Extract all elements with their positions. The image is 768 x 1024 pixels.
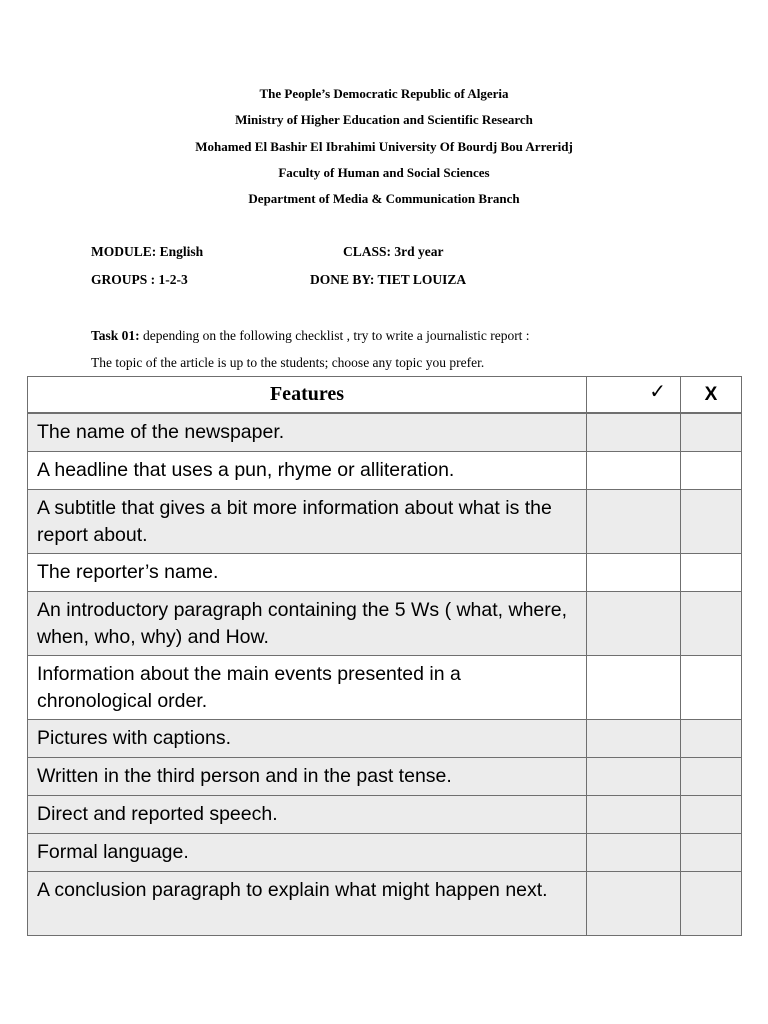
cross-cell[interactable]	[681, 490, 742, 554]
check-cell[interactable]	[587, 554, 681, 592]
feature-subtitle: A subtitle that gives a bit more information about what is the report about.	[28, 490, 587, 554]
feature-third-person-past-tense: Written in the third person and in the past tense.	[28, 758, 587, 796]
table-row	[28, 758, 742, 796]
features-checklist-table	[27, 376, 742, 936]
cross-cell[interactable]	[681, 656, 742, 720]
feature-headline: A headline that uses a pun, rhyme or alliteration.	[28, 452, 587, 490]
cross-cell[interactable]	[681, 592, 742, 656]
class-label: CLASS: 3rd year	[343, 244, 444, 259]
check-cell[interactable]	[587, 592, 681, 656]
table-header-row	[28, 377, 742, 414]
check-cell[interactable]	[587, 656, 681, 720]
feature-direct-reported-speech: Direct and reported speech.	[28, 796, 587, 834]
cross-cell[interactable]	[681, 758, 742, 796]
check-cell[interactable]	[587, 872, 681, 936]
cross-cell[interactable]	[681, 554, 742, 592]
table-row	[28, 834, 742, 872]
feature-main-events: Information about the main events presented in a chronological order.	[28, 656, 587, 720]
header-republic: The People’s Democratic Republic of Algeria	[259, 86, 509, 101]
feature-introductory-paragraph: An introductory paragraph containing the 5 Ws ( what, where, when, who, why) and How.	[28, 592, 587, 656]
check-cell[interactable]	[587, 490, 681, 554]
cross-cell[interactable]	[681, 834, 742, 872]
table-row	[28, 720, 742, 758]
table-row	[28, 592, 742, 656]
feature-newspaper-name: The name of the newspaper.	[28, 413, 587, 452]
table-row	[28, 872, 742, 936]
check-column-header	[587, 377, 681, 414]
table-row	[28, 796, 742, 834]
features-column-header: Features	[28, 377, 587, 414]
check-cell[interactable]	[587, 452, 681, 490]
header-faculty: Faculty of Human and Social Sciences	[278, 165, 490, 180]
groups-label: GROUPS : 1-2-3	[91, 272, 188, 287]
module-label: MODULE: English	[91, 244, 204, 259]
checkmark-icon: ✓	[649, 379, 666, 403]
check-cell[interactable]	[587, 413, 681, 452]
feature-conclusion-paragraph: A conclusion paragraph to explain what might happen next.	[28, 872, 587, 936]
done-by-label: DONE BY: TIET LOUIZA	[310, 272, 467, 287]
cross-cell[interactable]	[681, 872, 742, 936]
table-row	[28, 656, 742, 720]
feature-reporter-name: The reporter’s name.	[28, 554, 587, 592]
cross-cell[interactable]	[681, 720, 742, 758]
table-row	[28, 413, 742, 452]
cross-cell[interactable]	[681, 413, 742, 452]
cross-cell[interactable]	[681, 452, 742, 490]
topic-note: The topic of the article is up to the students; choose any topic you prefer.	[91, 355, 485, 370]
cross-column-header: X	[681, 377, 742, 414]
check-cell[interactable]	[587, 758, 681, 796]
header-department: Department of Media & Communication Branch	[248, 191, 520, 206]
task-instruction	[91, 328, 530, 344]
feature-formal-language: Formal language.	[28, 834, 587, 872]
table-row	[28, 490, 742, 554]
check-cell[interactable]	[587, 720, 681, 758]
table-row	[28, 452, 742, 490]
feature-pictures-captions: Pictures with captions.	[28, 720, 587, 758]
table-row	[28, 554, 742, 592]
header-university: Mohamed El Bashir El Ibrahimi University Of Bourdj Bou Arreridj	[195, 139, 573, 154]
header-ministry: Ministry of Higher Education and Scientific Research	[235, 112, 533, 127]
cross-cell[interactable]	[681, 796, 742, 834]
task-text: depending on the following checklist , try to write a journalistic report :	[139, 328, 530, 343]
task-label: Task 01:	[91, 328, 140, 343]
check-cell[interactable]	[587, 834, 681, 872]
check-cell[interactable]	[587, 796, 681, 834]
